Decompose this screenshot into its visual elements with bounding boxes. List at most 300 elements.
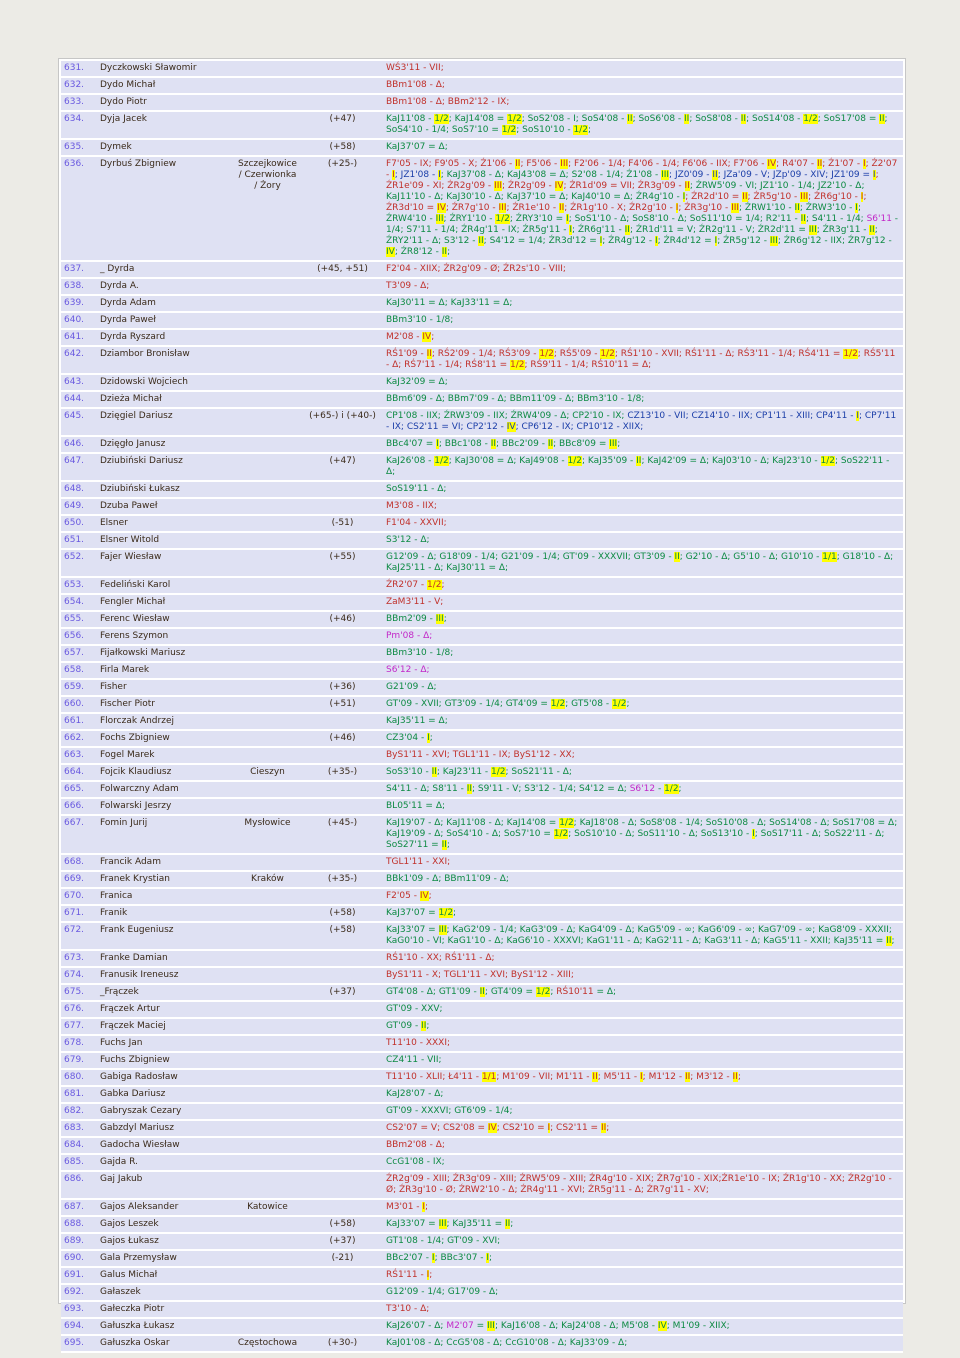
result-text: ; ŹR1g'10 - X; ŹR2g'10 - — [564, 203, 676, 213]
result-text: ; — [626, 699, 630, 709]
result-text: F1'04 - XXVII; — [386, 518, 447, 528]
player-rating: (+58) — [302, 139, 383, 156]
result-text: ; SoS2'08 - I; SoS4'08 - — [521, 114, 628, 124]
player-rating — [302, 967, 383, 984]
row-number: 637. — [61, 261, 97, 278]
result-text: ; — [446, 840, 450, 850]
player-name: Galus Michał — [97, 1267, 233, 1284]
player-city — [233, 1284, 302, 1301]
table-row — [61, 577, 903, 594]
tournament-results — [383, 730, 903, 747]
table-row — [61, 329, 903, 346]
result-text: KaJ37'07 = Δ; — [386, 142, 448, 152]
player-rating — [302, 1120, 383, 1137]
player-name: Gajos Leszek — [97, 1216, 233, 1233]
player-city — [233, 1233, 302, 1250]
result-text: S3'12 - Δ; — [386, 535, 430, 545]
result-text: ; SoS14'08 - — [746, 114, 804, 124]
result-highlight: III — [435, 214, 444, 224]
result-highlight: 1/2 — [843, 349, 858, 359]
row-number: 653. — [61, 577, 97, 594]
result-highlight: II — [627, 114, 633, 124]
player-name: Dyrda Adam — [97, 295, 233, 312]
tournament-results — [383, 532, 903, 549]
player-name: Franek Krystian — [97, 871, 233, 888]
result-text: ; — [428, 891, 432, 901]
table-row — [61, 922, 903, 950]
result-text: KaJ28'07 - Δ; — [386, 1089, 444, 1099]
player-city — [233, 967, 302, 984]
table-row — [61, 1052, 903, 1069]
player-city — [233, 1301, 302, 1318]
table-row — [61, 871, 903, 888]
result-highlight: I — [714, 236, 718, 246]
player-city — [233, 532, 302, 549]
row-number: 631. — [61, 61, 97, 77]
tournament-results — [383, 346, 903, 374]
result-highlight: 1/1 — [481, 1072, 497, 1082]
result-highlight: 1/2 — [550, 699, 566, 709]
result-text: T11'10 - XLII; Ł4'11 - — [386, 1072, 482, 1082]
row-number: 688. — [61, 1216, 97, 1233]
result-highlight: IV — [487, 1123, 497, 1133]
player-city: Kraków — [233, 871, 302, 888]
result-text: ; KaJ30'08 = Δ; KaJ49'08 - — [448, 456, 568, 466]
player-name: Dziubiński Łukasz — [97, 481, 233, 498]
result-highlight: II — [794, 203, 800, 213]
player-rating: (+55) — [302, 549, 383, 577]
tournament-results — [383, 662, 903, 679]
tournament-results — [383, 1137, 903, 1154]
result-text: ; — [431, 332, 435, 342]
result-text: ; F5'06 - — [520, 159, 561, 169]
player-name: Dydo Piotr — [97, 94, 233, 111]
row-number: 690. — [61, 1250, 97, 1267]
table-row — [61, 905, 903, 922]
result-text: ByS1'11 - XVI; TGL1'11 - IX; ByS1'12 - XX; — [386, 750, 575, 760]
result-highlight: II — [441, 840, 447, 850]
player-city — [233, 611, 302, 628]
result-text: ; ŹR7g'10 - — [445, 203, 499, 213]
result-text: ; GT5'08 - — [565, 699, 612, 709]
player-name: Dyrda A. — [97, 278, 233, 295]
result-text: F7'05 - IX; F9'05 - X; Ź1'06 - — [386, 159, 516, 169]
result-text: ; — [426, 1021, 430, 1031]
player-rating — [302, 374, 383, 391]
result-text: ; ŹR5g'12 - — [717, 236, 770, 246]
table-row — [61, 1284, 903, 1301]
result-text: ; ŹR2d'10 = — [685, 192, 743, 202]
player-rating: (-21) — [302, 1250, 383, 1267]
result-text: ; KaJ42'09 = Δ; KaJ03'10 - Δ; KaJ23'10 - — [641, 456, 821, 466]
row-number: 644. — [61, 391, 97, 408]
result-text: ; ŹRY3'10 = — [509, 214, 567, 224]
result-text: ; M3'12 - — [690, 1072, 733, 1082]
player-city — [233, 747, 302, 764]
table-row — [61, 854, 903, 871]
result-text: ; G2'10 - Δ; G5'10 - Δ; G10'10 - — [679, 552, 823, 562]
player-name: Frączek Artur — [97, 1001, 233, 1018]
player-rating — [302, 1035, 383, 1052]
result-text: KaJ25'11 - Δ; KaJ30'11 = Δ; — [386, 563, 509, 573]
result-highlight: I — [752, 829, 755, 839]
table-row — [61, 1233, 903, 1250]
row-number: 674. — [61, 967, 97, 984]
player-name: Fisher — [97, 679, 233, 696]
result-highlight: 1/2 — [438, 908, 454, 918]
row-number: 683. — [61, 1120, 97, 1137]
result-highlight: III — [435, 614, 444, 624]
table-row — [61, 1103, 903, 1120]
result-text: KaJ33'07 = — [386, 1219, 439, 1229]
result-text: BBm6'09 - Δ; BBm7'09 - Δ; BBm11'09 - Δ; BBm3'10 - 1/8; — [386, 394, 645, 404]
tournament-results — [383, 278, 903, 295]
player-city: Częstochowa — [233, 1335, 302, 1352]
result-highlight: 1/2 — [427, 580, 442, 590]
player-rating: (+47) — [302, 453, 383, 481]
player-name: Gajos Łukasz — [97, 1233, 233, 1250]
result-highlight: II — [800, 214, 806, 224]
result-text: ; — [429, 1270, 433, 1280]
player-city — [233, 1018, 302, 1035]
player-rating — [302, 888, 383, 905]
row-number: 632. — [61, 77, 97, 94]
row-number: 684. — [61, 1137, 97, 1154]
result-text: ŹR2'07 - — [386, 580, 428, 590]
tournament-results — [383, 679, 903, 696]
result-text: BBc2'07 - — [386, 1253, 432, 1263]
tournament-results — [383, 713, 903, 730]
table-row — [61, 662, 903, 679]
result-highlight: 1/1 — [822, 552, 837, 562]
tournament-results — [383, 61, 903, 77]
player-city — [233, 628, 302, 645]
row-number: 682. — [61, 1103, 97, 1120]
tournament-results — [383, 1154, 903, 1171]
tournament-results — [383, 781, 903, 798]
table-row — [61, 481, 903, 498]
tournament-results — [383, 1335, 903, 1352]
result-text: KaJ11'08 - — [386, 114, 435, 124]
player-name: Gabka Dariusz — [97, 1086, 233, 1103]
result-highlight: I — [569, 225, 572, 235]
player-city — [233, 713, 302, 730]
result-highlight: IV — [419, 891, 429, 901]
player-city — [233, 436, 302, 453]
table-row — [61, 312, 903, 329]
player-rating: (+35-) — [302, 871, 383, 888]
player-rating — [302, 346, 383, 374]
player-rating — [302, 1199, 383, 1216]
row-number: 657. — [61, 645, 97, 662]
row-number: 636. — [61, 156, 97, 261]
result-highlight: II — [421, 1021, 427, 1031]
table-row — [61, 1018, 903, 1035]
player-city — [233, 679, 302, 696]
result-highlight: II — [684, 1072, 691, 1082]
result-text: T11'10 - XXXI; — [386, 1038, 451, 1048]
result-highlight: III — [498, 203, 507, 213]
result-text: ; ŹR1e'09 - XI; ŹR2g'09 - — [386, 170, 879, 191]
row-number: 648. — [61, 481, 97, 498]
player-name: Gabzdyl Mariusz — [97, 1120, 233, 1137]
result-text: G12'09 - Δ; G18'09 - 1/4; G21'09 - 1/4; GT'09 - XXXVII; GT3'09 - — [386, 552, 675, 562]
result-text: ; G18'10 - Δ; — [836, 552, 894, 562]
player-name: Dziubiński Dariusz — [97, 453, 233, 481]
table-row — [61, 628, 903, 645]
player-name: Fomin Jurij — [97, 815, 233, 854]
result-text: F2'04 - XIIX; ŹR2g'09 - Ø; ŹR2s'10 - VIII; — [386, 264, 566, 274]
result-text: WŚ3'11 - VII; — [386, 63, 444, 73]
player-rating: (+58) — [302, 1216, 383, 1233]
row-number: 658. — [61, 662, 97, 679]
result-highlight: 1/2 — [567, 456, 582, 466]
result-highlight: III — [438, 925, 447, 935]
row-number: 694. — [61, 1318, 97, 1335]
result-highlight: 1/2 — [535, 987, 551, 997]
player-city — [233, 498, 302, 515]
player-city — [233, 781, 302, 798]
player-rating — [302, 628, 383, 645]
row-number: 643. — [61, 374, 97, 391]
tournament-results — [383, 577, 903, 594]
result-highlight: III — [438, 1219, 447, 1229]
tournament-results — [383, 611, 903, 628]
result-text: M3'01 - — [386, 1202, 423, 1212]
player-city — [233, 1318, 302, 1335]
row-number: 693. — [61, 1301, 97, 1318]
table-row — [61, 453, 903, 481]
tournament-results — [383, 747, 903, 764]
row-number: 680. — [61, 1069, 97, 1086]
result-text: G12'09 - 1/4; G17'09 - Δ; — [386, 1287, 499, 1297]
result-text: ; RŚ2'09 - 1/4; RŚ3'09 - — [431, 349, 540, 359]
result-text: BBm3'10 - 1/8; — [386, 315, 454, 325]
result-text: ; F2'06 - 1/4; F4'06 - 1/4; F6'06 - IIX; F7'06 - — [568, 159, 768, 169]
result-text: ; ŹR1d'09 = VII; ŹR3g'09 - — [563, 181, 685, 191]
row-number: 686. — [61, 1171, 97, 1199]
result-highlight: II — [600, 1123, 607, 1133]
result-highlight: II — [466, 784, 473, 794]
table-row — [61, 781, 903, 798]
row-number: 687. — [61, 1199, 97, 1216]
player-name: Dzidowski Wojciech — [97, 374, 233, 391]
player-city — [233, 1120, 302, 1137]
result-text: F2'05 - — [386, 891, 420, 901]
result-highlight: IV — [657, 1321, 667, 1331]
tournament-results — [383, 645, 903, 662]
player-rating: (+36) — [302, 679, 383, 696]
result-text: Pm'08 - Δ; — [386, 631, 433, 641]
result-text: T3'09 - Δ; — [386, 281, 430, 291]
result-text: ; JZ0'09 - — [669, 170, 713, 180]
result-highlight: II — [816, 159, 823, 169]
result-text: ; — [587, 125, 591, 135]
result-text: GT4'08 - Δ; GT1'09 - — [386, 987, 480, 997]
player-rating — [302, 61, 383, 77]
tournament-results — [383, 374, 903, 391]
row-number: 640. — [61, 312, 97, 329]
player-rating: (+46) — [302, 611, 383, 628]
table-row — [61, 515, 903, 532]
result-highlight: III — [661, 170, 670, 180]
row-number: 633. — [61, 94, 97, 111]
result-highlight: II — [712, 170, 718, 180]
result-text: ; RŚ9'11 - 1/4; RŚ10'11 = Δ; — [524, 360, 652, 370]
result-text: ; KaJ35'09 - — [582, 456, 637, 466]
result-text: ; ŹRW4'10 - — [386, 203, 861, 224]
row-number: 689. — [61, 1233, 97, 1250]
tournament-results — [383, 111, 903, 139]
row-number: 649. — [61, 498, 97, 515]
player-name: Gadocha Wiesław — [97, 1137, 233, 1154]
row-number: 678. — [61, 1035, 97, 1052]
tournament-results — [383, 1216, 903, 1233]
result-highlight: III — [494, 181, 503, 191]
result-text: T3'10 - Δ; — [386, 1304, 430, 1314]
row-number: 672. — [61, 922, 97, 950]
player-name: Ferenc Wiesław — [97, 611, 233, 628]
table-row — [61, 611, 903, 628]
result-text: S6'11 — [866, 214, 892, 224]
table-row — [61, 532, 903, 549]
player-rating — [302, 662, 383, 679]
table-row — [61, 984, 903, 1001]
table-row — [61, 815, 903, 854]
table-row — [61, 1250, 903, 1267]
player-name: Fojcik Klaudiusz — [97, 764, 233, 781]
result-text: ; — [550, 987, 557, 997]
tournament-results — [383, 1086, 903, 1103]
player-name: Gajos Aleksander — [97, 1199, 233, 1216]
result-text: - 1/4; S7'11 - 1/4; ŹR4g'11 - IX; ŹR5g'11 - — [386, 214, 899, 235]
result-text: ; SoS17'08 = — [817, 114, 880, 124]
tournament-results — [383, 408, 903, 436]
player-city — [233, 730, 302, 747]
result-text: ; ŹR5g'10 - — [747, 192, 801, 202]
result-highlight: II — [441, 247, 448, 257]
result-text: ; BBc8'09 = — [553, 439, 610, 449]
player-city — [233, 577, 302, 594]
result-highlight: IV — [422, 332, 432, 342]
result-text: CZ3'04 - — [386, 733, 428, 743]
row-number: 695. — [61, 1335, 97, 1352]
player-city — [233, 481, 302, 498]
table-row — [61, 1301, 903, 1318]
player-city — [233, 295, 302, 312]
result-text: ; — [425, 1202, 429, 1212]
tournament-results — [383, 1199, 903, 1216]
result-text: KaJ26'08 - — [386, 456, 435, 466]
player-rating — [302, 1267, 383, 1284]
player-rating — [302, 1086, 383, 1103]
row-number: 669. — [61, 871, 97, 888]
result-highlight: II — [490, 439, 496, 449]
result-text: S4'11 - Δ; S8'11 - — [386, 784, 467, 794]
row-number: 661. — [61, 713, 97, 730]
result-text: ; SoS4'10 - 1/4; SoS7'10 = — [386, 114, 888, 135]
result-highlight: III — [800, 192, 809, 202]
player-name: Dyja Jacek — [97, 111, 233, 139]
player-city — [233, 888, 302, 905]
player-city — [233, 1069, 302, 1086]
tournament-results — [383, 1301, 903, 1318]
player-name: Folwarski Jesrzy — [97, 798, 233, 815]
row-number: 679. — [61, 1052, 97, 1069]
player-rating — [302, 1018, 383, 1035]
result-text: ; RŚ5'09 - — [553, 349, 601, 359]
result-highlight: II — [869, 225, 875, 235]
row-number: 650. — [61, 515, 97, 532]
player-rating — [302, 1001, 383, 1018]
result-text: BBm2'08 - Δ; — [386, 1140, 445, 1150]
result-text: M2'07 — [446, 1321, 474, 1331]
result-highlight: IV — [386, 247, 395, 257]
result-text: ; BBc1'08 - — [438, 439, 491, 449]
result-highlight: III — [808, 225, 817, 235]
result-text: ; Ź2'07 - — [386, 159, 898, 180]
player-rating — [302, 1301, 383, 1318]
player-rating: (+58) — [302, 922, 383, 950]
tournament-results — [383, 696, 903, 713]
player-name: Gałeczka Piotr — [97, 1301, 233, 1318]
result-highlight: III — [769, 236, 778, 246]
result-text: ; ŹR3d'10 = — [386, 192, 867, 213]
table-row — [61, 436, 903, 453]
tournament-results — [383, 312, 903, 329]
player-name: Gałuszka Oskar — [97, 1335, 233, 1352]
result-highlight: I — [486, 1253, 490, 1263]
result-text: KaJ19'07 - Δ; KaJ11'08 - Δ; KaJ14'08 = — [386, 818, 560, 828]
table-row — [61, 747, 903, 764]
player-rating — [302, 1069, 383, 1086]
result-text: ; KaJ14'08 = — [448, 114, 508, 124]
result-highlight: IV — [506, 422, 516, 432]
row-number: 671. — [61, 905, 97, 922]
player-name: Dymek — [97, 139, 233, 156]
result-text: ; CP7'11 - IX; CS2'11 = VI; CP2'12 - — [386, 411, 897, 432]
table-row — [61, 94, 903, 111]
tournament-results — [383, 295, 903, 312]
result-highlight: II — [426, 349, 432, 359]
result-text: ; SoS10'10 - — [516, 125, 574, 135]
result-highlight: III — [560, 159, 569, 169]
result-text: BBm1'08 - Δ; — [386, 80, 445, 90]
row-number: 675. — [61, 984, 97, 1001]
result-text: ; R4'07 - — [776, 159, 817, 169]
table-row — [61, 1171, 903, 1199]
tournament-results — [383, 481, 903, 498]
player-rating — [302, 1171, 383, 1199]
result-text: KaJ32'09 = Δ; — [386, 377, 448, 387]
result-text: BBk1'09 - Δ; BBm11'09 - Δ; — [386, 874, 509, 884]
result-text: TGL1'11 - XXI; — [386, 857, 451, 867]
player-rating: (+37) — [302, 1233, 383, 1250]
row-number: 642. — [61, 346, 97, 374]
result-highlight: II — [504, 1219, 511, 1229]
tournament-results — [383, 1052, 903, 1069]
tournament-results — [383, 549, 903, 577]
result-highlight: 1/2 — [611, 699, 627, 709]
result-text: ; — [443, 614, 447, 624]
tournament-results — [383, 815, 903, 854]
result-text: ; ŹR6g'11 - — [571, 225, 625, 235]
player-name: Dydo Michał — [97, 77, 233, 94]
player-name: Gałuszka Łukasz — [97, 1318, 233, 1335]
player-rating — [302, 781, 383, 798]
result-text: KaJ26'07 - Δ; — [386, 1321, 447, 1331]
tournament-results — [383, 1120, 903, 1137]
